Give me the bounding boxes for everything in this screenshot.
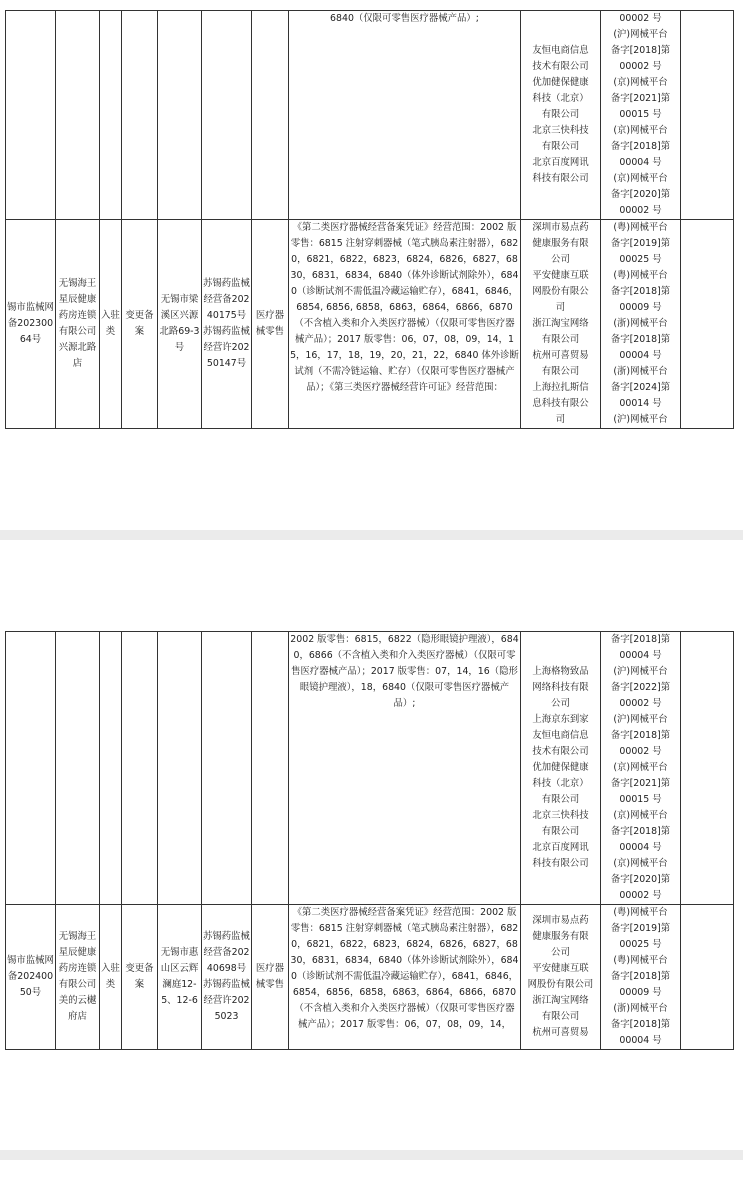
scope-cell: 6840（仅限可零售医疗器械产品）; (289, 11, 521, 220)
cell-line: 深圳市易点药 (532, 222, 589, 233)
cell-line: 00002 号 (619, 746, 662, 757)
table-row (6, 220, 734, 429)
business-cell: 医疗器械零售 (252, 220, 289, 429)
cell-line: 00025 号 (619, 254, 662, 265)
remark-cell (681, 220, 734, 429)
cell-line: (粤)网械平台 (613, 222, 668, 233)
license-cell: 苏锡药监械经营备20240175号苏锡药监械经营许20250147号 (202, 220, 252, 429)
cell-line: (沪)网械平台 (613, 714, 668, 725)
remark-cell (681, 632, 734, 905)
document-page-2 (0, 540, 743, 1150)
platform-sellers-cell (521, 11, 601, 220)
cell-line: (粤)网械平台 (613, 270, 668, 281)
address-cell: 无锡市惠山区云辉澜庭12-5、12-6 (158, 905, 202, 1050)
platform-registration-cell (601, 220, 681, 429)
cell-line: 00009 号 (619, 302, 662, 313)
scope-cell: 《第二类医疗器械经营备案凭证》经营范围：2002 版零售：6815 注射穿刺器械（笔式胰岛素注射器），6820，6821，6822，6823，6824，6826，6827，6830，6831，6834，6840（体外诊断试剂除外），6840（诊断试剂不需低温冷藏运输贮存），6841，6846，6854, 6856, 6858，6863，6864，6866，6870（不含植入类和介入类医疗器械）（仅限可零售医疗器械产品）；2017 版零售：06，07，08，09，14，15，16，17，18，19，20，21，22，6840 体外诊断试剂（不需冷链运输、贮存）（仅限可零售医疗器械产品）；《第三类医疗器械经营许可证》经营范围： (289, 220, 521, 429)
cell-line: 备字[2020]第 (610, 874, 671, 885)
cell-line: 备字[2024]第 (610, 382, 671, 393)
cell-line: 00014 号 (619, 398, 662, 409)
cell-line: 息科技有限公 (532, 398, 589, 409)
cell-line: 00002 号 (619, 13, 662, 24)
records-table-page-1 (5, 10, 734, 429)
cell-line: 科技（北京） (532, 778, 589, 789)
registration-lines (602, 632, 679, 904)
change-type-cell (122, 11, 158, 220)
document-page-1 (0, 0, 743, 530)
cell-line: 浙江淘宝网络 (532, 318, 589, 329)
company-cell (56, 11, 100, 220)
cell-line: 备字[2019]第 (610, 238, 671, 249)
change-type-cell (122, 632, 158, 905)
cell-line: 健康服务有限 (532, 931, 589, 942)
seller-lines (522, 220, 599, 428)
cell-line: 北京百度网讯 (532, 157, 589, 168)
cell-line: 00004 号 (619, 157, 662, 168)
registration-lines (602, 220, 679, 428)
platform-sellers-cell (521, 632, 601, 905)
remark-cell (681, 905, 734, 1050)
cell-line: 技术有限公司 (532, 61, 589, 72)
cell-line: 00015 号 (619, 794, 662, 805)
cell-line: 网股份有限公 (532, 286, 589, 297)
cell-line: 00002 号 (619, 61, 662, 72)
cell-line: 有限公司 (541, 366, 580, 377)
page-separator (0, 530, 743, 540)
cell-line: 网络科技有限 (532, 682, 589, 693)
cell-line: 技术有限公司 (532, 746, 589, 757)
cell-line: (京)网械平台 (613, 810, 668, 821)
cell-line: 友恒电商信息 (532, 45, 589, 56)
cell-line: 00004 号 (619, 650, 662, 661)
cell-line: 00002 号 (619, 205, 662, 216)
cell-line: 司 (555, 302, 566, 313)
cell-line: 上海京东到家 (532, 714, 589, 725)
change-type-cell: 变更备案 (122, 220, 158, 429)
cell-line: 深圳市易点药 (532, 915, 589, 926)
category-cell: 入驻类 (100, 220, 122, 429)
page-separator (0, 1150, 743, 1160)
record-no-cell (6, 632, 56, 905)
cell-line: (京)网械平台 (613, 77, 668, 88)
cell-line: 备字[2018]第 (610, 286, 671, 297)
cell-line: 备字[2018]第 (610, 45, 671, 56)
cell-line: 司 (555, 414, 566, 425)
cell-line: 备字[2018]第 (610, 334, 671, 345)
business-cell (252, 11, 289, 220)
address-cell: 无锡市梁溪区兴源北路69-3号 (158, 220, 202, 429)
cell-line: 网股份有限公司 (527, 979, 594, 990)
cell-line: 有限公司 (541, 794, 580, 805)
cell-line: 科技（北京） (532, 93, 589, 104)
cell-line: 上海格物致品 (532, 666, 589, 677)
record-no-cell (6, 11, 56, 220)
cell-line: 有限公司 (541, 826, 580, 837)
cell-line: 00004 号 (619, 1035, 662, 1046)
cell-line: 备字[2018]第 (610, 141, 671, 152)
registration-lines (602, 905, 679, 1049)
cell-line: (京)网械平台 (613, 858, 668, 869)
address-cell (158, 11, 202, 220)
cell-line: 备字[2018]第 (610, 826, 671, 837)
cell-line: 科技有限公司 (532, 173, 589, 184)
license-cell (202, 11, 252, 220)
change-type-cell: 变更备案 (122, 905, 158, 1050)
cell-line: 备字[2018]第 (610, 730, 671, 741)
cell-line: 北京百度网讯 (532, 842, 589, 853)
business-cell: 医疗器械零售 (252, 905, 289, 1050)
record-no-cell: 锡市监械网备20230064号 (6, 220, 56, 429)
cell-line: 优加健保健康 (532, 762, 589, 773)
platform-registration-cell (601, 905, 681, 1050)
cell-line: 北京三快科技 (532, 810, 589, 821)
cell-line: 有限公司 (541, 141, 580, 152)
records-table-page-2 (5, 631, 734, 1050)
cell-line: 备字[2018]第 (610, 971, 671, 982)
cell-line: 优加健保健康 (532, 77, 589, 88)
cell-line: 浙江淘宝网络 (532, 995, 589, 1006)
platform-sellers-cell (521, 905, 601, 1050)
cell-line: 00009 号 (619, 987, 662, 998)
cell-line: 公司 (551, 947, 570, 958)
company-cell: 无锡海王星辰健康药房连锁有限公司美的云樾府店 (56, 905, 100, 1050)
cell-line: 友恒电商信息 (532, 730, 589, 741)
cell-line: (沪)网械平台 (613, 666, 668, 677)
seller-lines (522, 913, 599, 1041)
cell-line: 备字[2021]第 (610, 93, 671, 104)
cell-line: 公司 (551, 254, 570, 265)
cell-line: 备字[2022]第 (610, 682, 671, 693)
category-cell (100, 632, 122, 905)
cell-line: 备字[2021]第 (610, 778, 671, 789)
cell-line: 健康服务有限 (532, 238, 589, 249)
cell-line: (京)网械平台 (613, 762, 668, 773)
seller-lines (522, 664, 599, 872)
cell-line: 上海拉扎斯信 (532, 382, 589, 393)
category-cell (100, 11, 122, 220)
company-cell: 无锡海王星辰健康药房连锁有限公司兴源北路店 (56, 220, 100, 429)
remark-cell (681, 11, 734, 220)
cell-line: 有限公司 (541, 334, 580, 345)
cell-line: (京)网械平台 (613, 173, 668, 184)
platform-registration-cell (601, 11, 681, 220)
cell-line: 杭州可喜贸易 (532, 1027, 589, 1038)
cell-line: 有限公司 (541, 109, 580, 120)
company-cell (56, 632, 100, 905)
cell-line: (沪)网械平台 (613, 29, 668, 40)
platform-sellers-cell (521, 220, 601, 429)
seller-lines (522, 43, 599, 187)
license-cell (202, 632, 252, 905)
cell-line: 公司 (551, 698, 570, 709)
license-cell: 苏锡药监械经营备20240698号苏锡药监械经营许2025023 (202, 905, 252, 1050)
cell-line: 备字[2020]第 (610, 189, 671, 200)
cell-line: (浙)网械平台 (613, 318, 668, 329)
registration-lines (602, 11, 679, 219)
cell-line: 00004 号 (619, 350, 662, 361)
cell-line: 备字[2018]第 (610, 1019, 671, 1030)
cell-line: 备字[2019]第 (610, 923, 671, 934)
scope-cell: 2002 版零售：6815，6822（隐形眼镜护理液），6840，6866（不含植入类和介入类医疗器械）（仅限可零售医疗器械产品）；2017 版零售：07，14，16（隐形眼镜护理液），18，6840（仅限可零售医疗器械产品）; (289, 632, 521, 905)
cell-line: 杭州可喜贸易 (532, 350, 589, 361)
cell-line: 00002 号 (619, 698, 662, 709)
cell-line: (粤)网械平台 (613, 907, 668, 918)
cell-line: 00002 号 (619, 890, 662, 901)
cell-line: 备字[2018]第 (610, 634, 671, 645)
cell-line: (浙)网械平台 (613, 1003, 668, 1014)
cell-line: 有限公司 (541, 1011, 580, 1022)
cell-line: (京)网械平台 (613, 125, 668, 136)
table-row (6, 11, 734, 220)
cell-line: (粤)网械平台 (613, 955, 668, 966)
cell-line: 北京三快科技 (532, 125, 589, 136)
table-row (6, 905, 734, 1050)
cell-line: 平安健康互联 (532, 270, 589, 281)
cell-line: 00004 号 (619, 842, 662, 853)
scope-cell: 《第二类医疗器械经营备案凭证》经营范围：2002 版零售：6815 注射穿刺器械（笔式胰岛素注射器），6820，6821，6822，6823，6824，6826，6827，6830，6831，6834，6840（体外诊断试剂除外），6840（诊断试剂不需低温冷藏运输贮存），6841，6846，6854，6856，6858，6863，6864，6866，6870（不含植入类和介入类医疗器械）（仅限可零售医疗器械产品）；2017 版零售：06，07，08，09，14， (289, 905, 521, 1050)
cell-line: 00025 号 (619, 939, 662, 950)
cell-line: 平安健康互联 (532, 963, 589, 974)
cell-line: 科技有限公司 (532, 858, 589, 869)
business-cell (252, 632, 289, 905)
category-cell: 入驻类 (100, 905, 122, 1050)
platform-registration-cell (601, 632, 681, 905)
address-cell (158, 632, 202, 905)
cell-line: (沪)网械平台 (613, 414, 668, 425)
cell-line: (浙)网械平台 (613, 366, 668, 377)
cell-line: 00015 号 (619, 109, 662, 120)
table-row (6, 632, 734, 905)
record-no-cell: 锡市监械网备20240050号 (6, 905, 56, 1050)
